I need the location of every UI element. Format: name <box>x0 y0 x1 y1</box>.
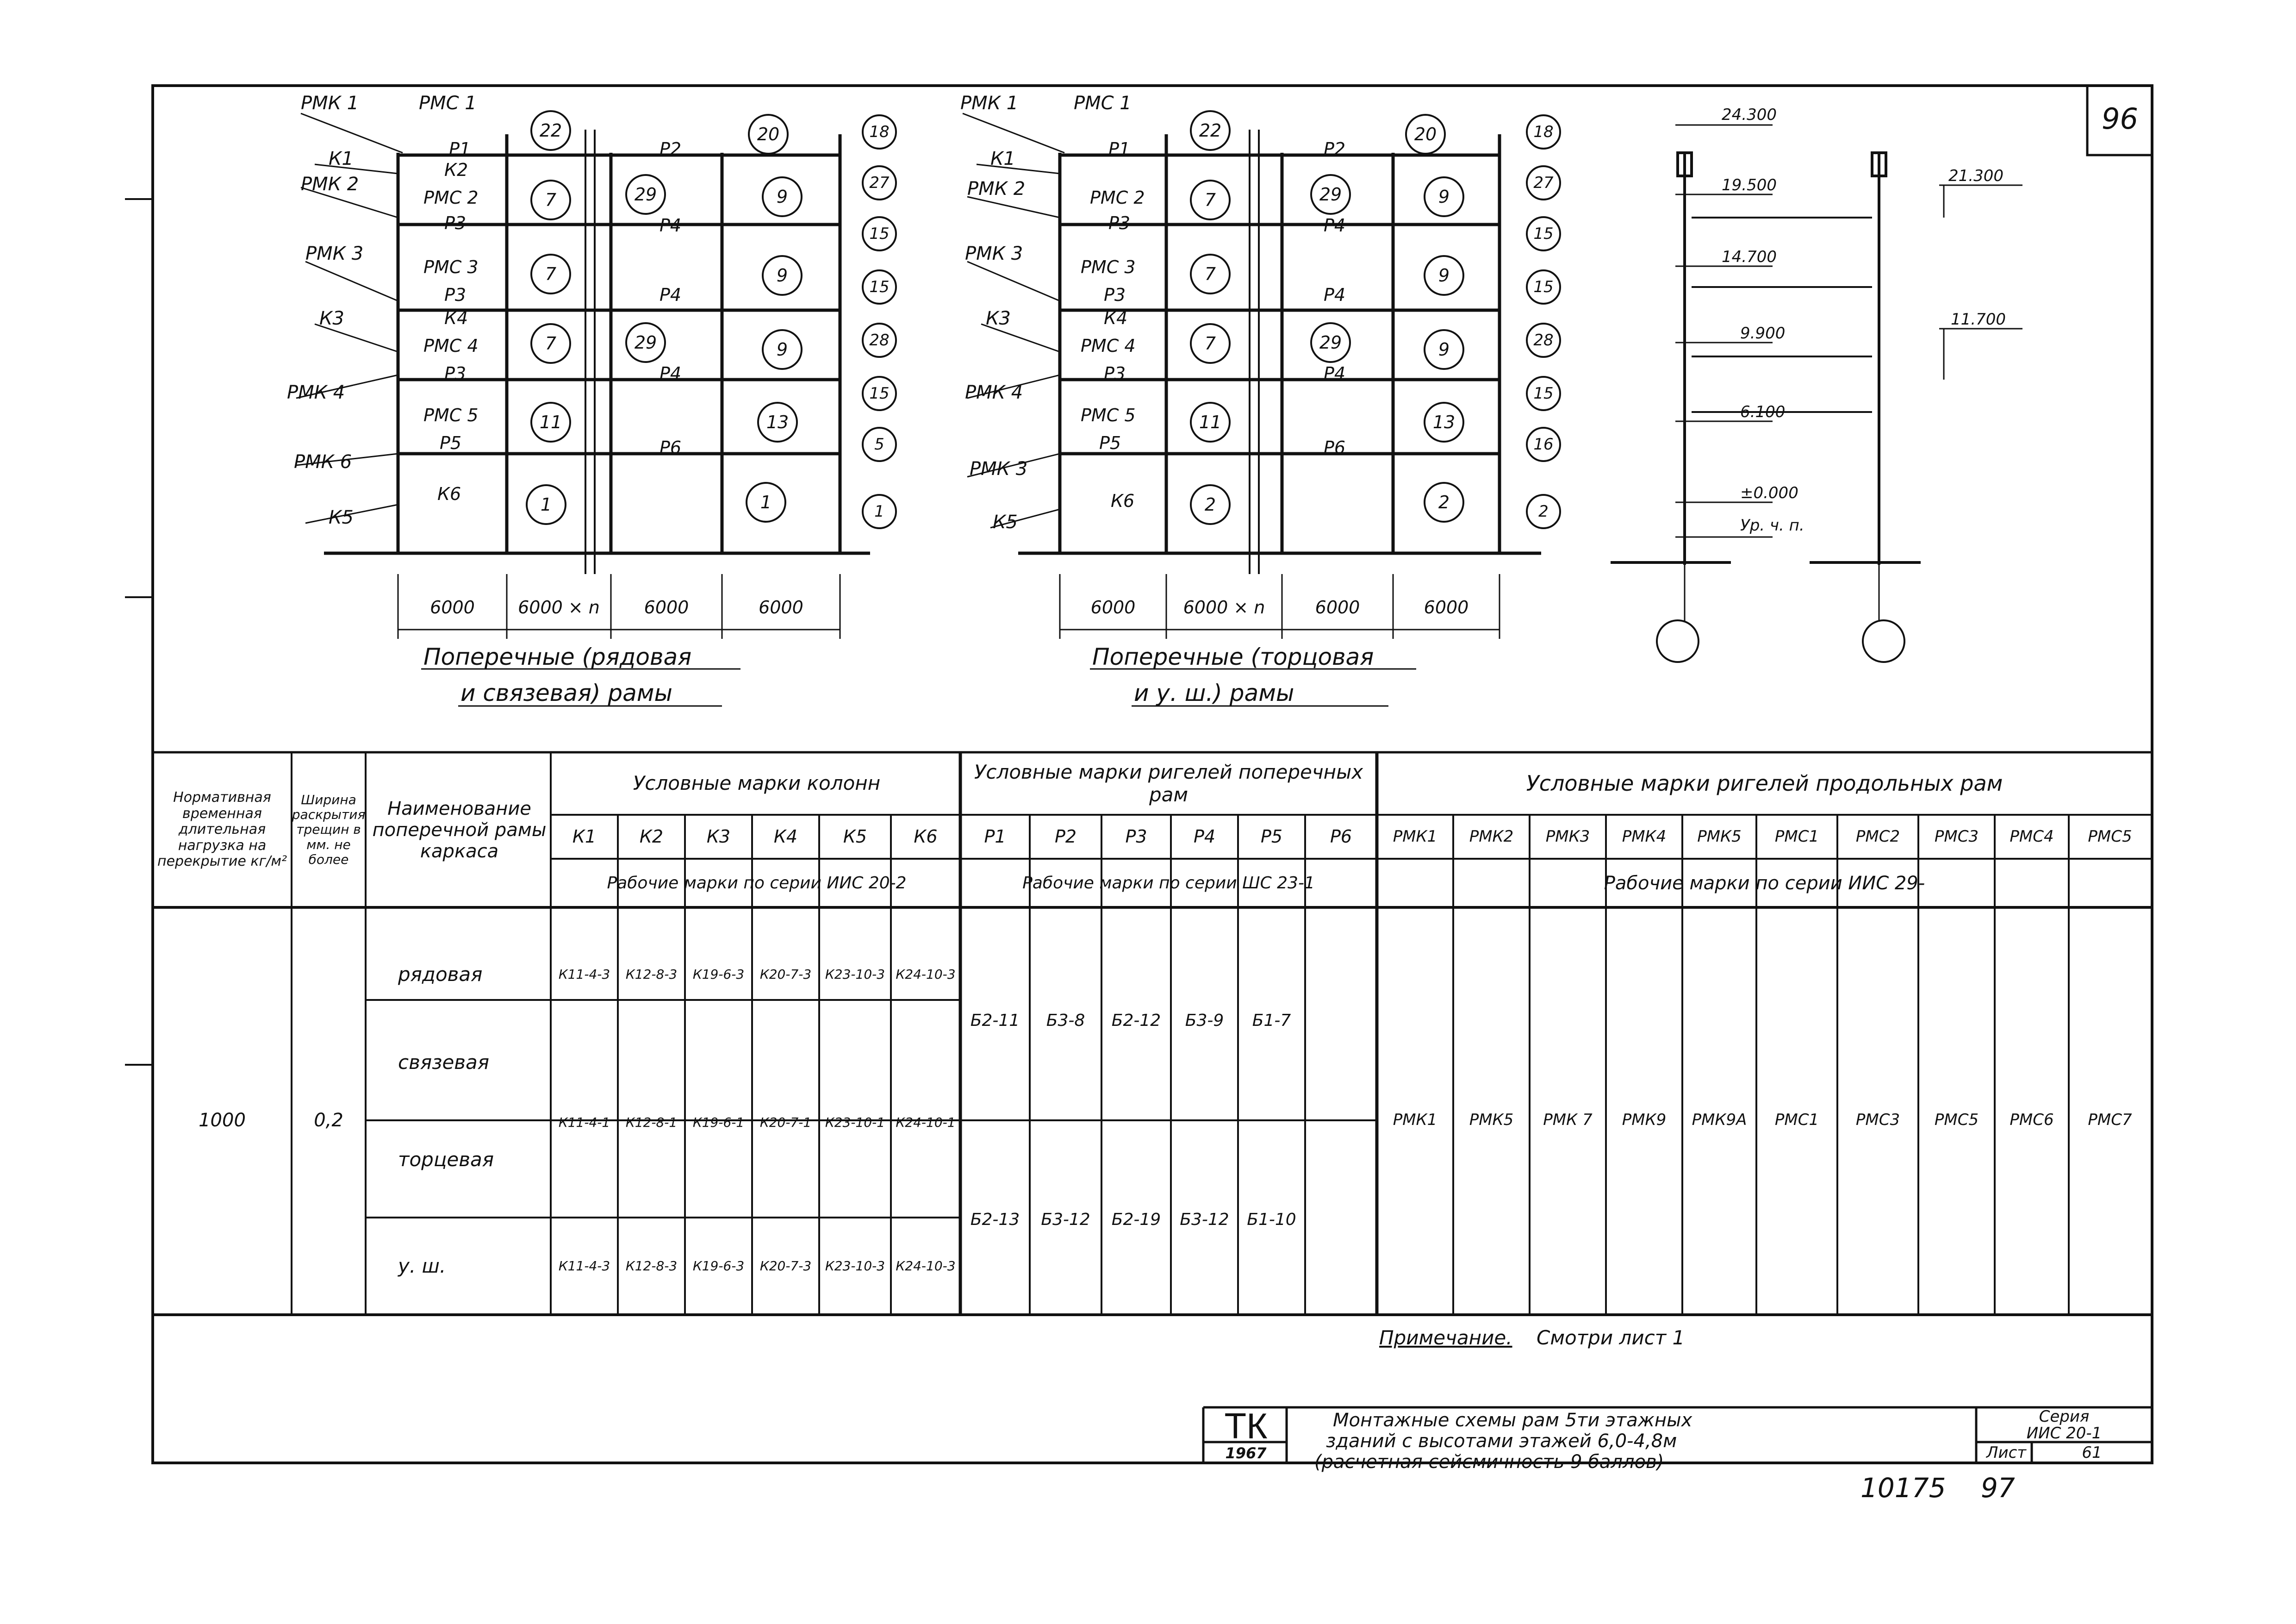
header-beams-group: Условные марки ригелей поперечных рам <box>974 761 1363 806</box>
beam-mark-p6: Р6 <box>1330 826 1352 847</box>
right-inner-p3b: Р3 <box>1104 285 1126 305</box>
long-value-8: РМС6 <box>2010 1111 2054 1130</box>
left-inner-p3c: Р3 <box>444 363 467 384</box>
level-ground: Ур. ч. п. <box>1740 516 1804 535</box>
left-circle-14: 18 <box>869 123 890 141</box>
right-label-pmk1: РМК 1 <box>960 93 1019 114</box>
long-mark-7: РМС3 <box>1934 827 1979 846</box>
right-circle-6: 29 <box>1319 184 1342 205</box>
left-circle-1: 7 <box>545 190 557 210</box>
series-label: Серия <box>2039 1407 2090 1426</box>
right-circle-9: 9 <box>1438 187 1450 207</box>
left-span-4: 6000 <box>759 597 803 618</box>
left-inner-pmc2: РМС 2 <box>423 187 479 208</box>
left-label-pmk2: РМК 2 <box>301 174 359 195</box>
right-circle-5: 2 <box>1204 494 1216 515</box>
right-beam-p4c: Р4 <box>1324 363 1346 384</box>
right-beam-p4a: Р4 <box>1324 215 1346 236</box>
tk-logo: ТК <box>1224 1405 1268 1446</box>
row2-k5: К23-10-1 <box>825 1114 885 1130</box>
right-caption-line2: и у. ш.) рамы <box>1134 680 1294 706</box>
left-inner-p1: Р1 <box>449 139 471 159</box>
long-value-2: РМК 7 <box>1543 1111 1593 1130</box>
beam-lower-p2: Б3-12 <box>1041 1210 1090 1230</box>
long-mark-2: РМК3 <box>1545 827 1590 846</box>
row0-k4: К20-7-3 <box>759 966 812 982</box>
long-value-4: РМК9А <box>1692 1111 1747 1130</box>
left-circle-20: 5 <box>874 435 884 454</box>
row-name-1: связевая <box>398 1050 490 1074</box>
level-0000: ±0.000 <box>1740 484 1798 502</box>
title-line-2: зданий с высотами этажей 6,0-4,8м <box>1326 1430 1677 1452</box>
left-inner-pmc5: РМС 5 <box>423 405 479 425</box>
header-frame-name: Наименование поперечной рамы каркаса <box>372 798 547 862</box>
title-line-1: Монтажные схемы рам 5ти этажных <box>1333 1410 1692 1431</box>
beam-upper-p4: Б3-9 <box>1185 1011 1224 1031</box>
right-circle-8: 20 <box>1414 124 1437 144</box>
left-label-pmk1: РМК 1 <box>301 93 359 114</box>
long-mark-4: РМК5 <box>1697 827 1742 846</box>
left-circle-21: 1 <box>874 502 884 521</box>
long-subtitle: Рабочие марки по серии ИИС 29- <box>1604 872 1925 894</box>
left-inner-k6: К6 <box>437 484 461 504</box>
beam-lower-p5: Б1-10 <box>1247 1210 1296 1230</box>
left-circle-19: 15 <box>869 384 890 403</box>
sheet-value: 61 <box>2082 1443 2102 1462</box>
left-circle-16: 15 <box>869 225 890 243</box>
right-inner-p3c: Р3 <box>1104 363 1126 384</box>
level-6100: 6.100 <box>1740 403 1786 421</box>
left-caption-line1: Поперечные (рядовая <box>423 643 692 670</box>
left-inner-k2: К2 <box>444 160 468 180</box>
col-mark-k2: К2 <box>639 826 664 847</box>
left-label-k5: К5 <box>329 507 354 528</box>
sheet-label: Лист <box>1986 1443 2027 1462</box>
left-circle-9: 9 <box>776 187 788 207</box>
beam-upper-p3: Б2-12 <box>1111 1011 1161 1031</box>
right-circle-7: 29 <box>1319 332 1342 353</box>
left-label-pmk6: РМК 6 <box>294 451 352 473</box>
beams-subtitle: Рабочие марки по серии ШС 23-1 <box>1022 873 1315 893</box>
series-value: ИИС 20-1 <box>2026 1424 2102 1443</box>
left-circle-15: 27 <box>869 174 890 192</box>
right-circle-2: 7 <box>1204 264 1216 284</box>
row2-k2: К12-8-1 <box>625 1114 678 1130</box>
long-value-1: РМК5 <box>1469 1111 1514 1130</box>
row0-k1: К11-4-3 <box>558 966 610 982</box>
right-inner-pmc1: РМС 1 <box>1074 93 1132 114</box>
left-circle-3: 7 <box>545 333 557 354</box>
right-circle-16: 15 <box>1533 225 1554 243</box>
right-circle-15: 27 <box>1533 174 1554 192</box>
header-columns-group: Условные марки колонн <box>633 772 881 795</box>
row3-k1: К11-4-3 <box>558 1258 610 1274</box>
right-inner-p5: Р5 <box>1099 433 1121 453</box>
header-long-group: Условные марки ригелей продольных рам <box>1526 771 2003 796</box>
left-label-pmk3: РМК 3 <box>305 243 364 264</box>
long-value-0: РМК1 <box>1393 1111 1437 1130</box>
left-circle-5: 1 <box>540 494 552 515</box>
left-inner-p3b: Р3 <box>444 285 467 305</box>
col-mark-k6: К6 <box>914 826 938 847</box>
title-year: 1967 <box>1225 1444 1267 1462</box>
right-inner-k6: К6 <box>1111 491 1135 511</box>
title-line-3: (расчетная сейсмичность 9 баллов) <box>1314 1451 1664 1473</box>
right-inner-pmc4: РМС 4 <box>1081 336 1136 356</box>
level-19500: 19.500 <box>1722 176 1777 194</box>
right-beam-p4b: Р4 <box>1324 285 1346 305</box>
long-value-7: РМС5 <box>1934 1111 1979 1130</box>
footer-number-1: 10175 <box>1860 1472 1946 1504</box>
beam-mark-p3: Р3 <box>1125 826 1147 847</box>
right-circle-0: 22 <box>1199 120 1222 141</box>
long-value-6: РМС3 <box>1855 1111 1900 1130</box>
long-mark-9: РМС5 <box>2088 827 2132 846</box>
sheet-number: 96 <box>2102 102 2138 136</box>
beam-upper-p1: Б2-11 <box>970 1011 1020 1031</box>
right-inner-p3a: Р3 <box>1108 213 1131 233</box>
left-beam-p2: Р2 <box>660 139 682 159</box>
left-beam-p4a: Р4 <box>660 215 682 236</box>
level-11700: 11.700 <box>1951 310 2006 329</box>
right-span-2: 6000 × n <box>1183 597 1265 618</box>
row0-k5: К23-10-3 <box>825 966 885 982</box>
level-24300: 24.300 <box>1722 106 1777 124</box>
left-beam-p4c: Р4 <box>660 363 682 384</box>
right-caption-line1: Поперечные (торцовая <box>1092 643 1374 670</box>
footer-number-2: 97 <box>1981 1472 2015 1504</box>
right-label-k3: К3 <box>986 308 1011 329</box>
col-mark-k5: К5 <box>843 826 867 847</box>
level-9900: 9.900 <box>1740 324 1786 343</box>
right-label-pmk4: РМК 4 <box>965 382 1023 403</box>
left-span-2: 6000 × n <box>518 597 600 618</box>
beam-lower-p1: Б2-13 <box>970 1210 1020 1230</box>
row-name-2: торцевая <box>398 1148 494 1171</box>
right-label-k5: К5 <box>993 512 1018 533</box>
long-mark-0: РМК1 <box>1393 827 1437 846</box>
left-span-1: 6000 <box>430 597 475 618</box>
right-inner-pmc2: РМС 2 <box>1090 187 1145 208</box>
header-load: Нормативная временная длительная нагрузка на перекрытие кг/м² <box>157 789 287 870</box>
right-circle-10: 9 <box>1438 265 1450 286</box>
row3-k5: К23-10-3 <box>825 1258 885 1274</box>
beam-mark-p1: Р1 <box>984 826 1006 847</box>
right-circle-11: 9 <box>1438 339 1450 360</box>
beam-mark-p5: Р5 <box>1260 826 1283 847</box>
left-caption-line2: и связевая) рамы <box>460 680 672 706</box>
load-value: 1000 <box>199 1110 246 1131</box>
long-mark-1: РМК2 <box>1469 827 1514 846</box>
note-text: Смотри лист 1 <box>1537 1326 1685 1349</box>
left-circle-6: 29 <box>634 184 657 205</box>
row2-k3: К19-6-1 <box>692 1114 745 1130</box>
left-beam-p4b: Р4 <box>660 285 682 305</box>
row3-k3: К19-6-3 <box>692 1258 745 1274</box>
right-circle-1: 7 <box>1204 190 1216 210</box>
long-mark-3: РМК4 <box>1622 827 1667 846</box>
left-circle-18: 28 <box>869 331 890 350</box>
left-circle-17: 15 <box>869 278 890 296</box>
row0-k3: К19-6-3 <box>692 966 745 982</box>
long-value-3: РМК9 <box>1622 1111 1667 1130</box>
left-inner-p5: Р5 <box>440 433 462 453</box>
right-beam-p6: Р6 <box>1324 437 1346 458</box>
right-circle-14: 18 <box>1533 123 1554 141</box>
left-inner-k4: К4 <box>444 308 468 328</box>
right-circle-13: 2 <box>1438 492 1450 512</box>
row2-k4: К20-7-1 <box>759 1114 812 1130</box>
left-circle-10: 9 <box>776 265 788 286</box>
left-circle-13: 1 <box>760 492 772 512</box>
long-value-5: РМС1 <box>1774 1111 1819 1130</box>
row-name-0: рядовая <box>398 962 483 986</box>
row0-k6: К24-10-3 <box>896 966 956 982</box>
beam-mark-p2: Р2 <box>1054 826 1077 847</box>
left-label-k3: К3 <box>319 308 344 329</box>
col-mark-k3: К3 <box>706 826 731 847</box>
right-label-pmk3: РМК 3 <box>965 243 1023 264</box>
right-span-1: 6000 <box>1090 597 1136 618</box>
right-circle-12: 13 <box>1432 412 1456 432</box>
col-mark-k1: К1 <box>572 826 597 847</box>
header-crack: Ширина раскрытия трещин в мм. не более <box>292 792 366 867</box>
right-circle-4: 11 <box>1199 412 1222 432</box>
right-circle-18: 28 <box>1533 331 1554 350</box>
row3-k2: К12-8-3 <box>625 1258 678 1274</box>
left-inner-pmc1: РМС 1 <box>419 93 477 114</box>
right-circle-20: 16 <box>1533 435 1554 454</box>
row0-k2: К12-8-3 <box>625 966 678 982</box>
right-inner-pmc3: РМС 3 <box>1081 257 1136 277</box>
right-label-pmk3b: РМК 3 <box>970 458 1028 480</box>
row-name-3: у. ш. <box>398 1254 446 1277</box>
left-circle-8: 20 <box>757 124 780 144</box>
left-circle-0: 22 <box>539 120 562 141</box>
left-inner-p3a: Р3 <box>444 213 467 233</box>
right-inner-p1: Р1 <box>1108 139 1131 159</box>
level-21300: 21.300 <box>1948 167 2004 185</box>
right-inner-k4: К4 <box>1104 308 1128 328</box>
left-circle-4: 11 <box>539 412 562 432</box>
columns-subtitle: Рабочие марки по серии ИИС 20-2 <box>607 873 907 893</box>
level-14700: 14.700 <box>1722 248 1777 266</box>
col-mark-k4: К4 <box>773 826 798 847</box>
left-label-pmk4: РМК 4 <box>287 382 345 403</box>
note-label: Примечание. <box>1379 1326 1512 1349</box>
left-circle-7: 29 <box>634 332 657 353</box>
left-circle-11: 9 <box>776 339 788 360</box>
beam-mark-p4: Р4 <box>1193 826 1216 847</box>
right-inner-pmc5: РМС 5 <box>1081 405 1136 425</box>
row3-k6: К24-10-3 <box>896 1258 956 1274</box>
right-circle-19: 15 <box>1533 384 1554 403</box>
beam-upper-p5: Б1-7 <box>1252 1011 1291 1031</box>
right-span-3: 6000 <box>1315 597 1360 618</box>
right-circle-21: 2 <box>1538 502 1549 521</box>
right-circle-3: 7 <box>1204 333 1216 354</box>
row2-k1: К11-4-1 <box>558 1114 610 1130</box>
left-inner-pmc4: РМС 4 <box>423 336 479 356</box>
left-label-k1: К1 <box>329 148 354 169</box>
right-label-pmk2: РМК 2 <box>967 178 1026 200</box>
right-span-4: 6000 <box>1424 597 1469 618</box>
left-span-3: 6000 <box>644 597 689 618</box>
right-label-k1: К1 <box>990 148 1015 169</box>
left-beam-p6: Р6 <box>660 437 682 458</box>
right-circle-17: 15 <box>1533 278 1554 296</box>
long-mark-5: РМС1 <box>1774 827 1819 846</box>
long-mark-6: РМС2 <box>1855 827 1900 846</box>
beam-upper-p2: Б3-8 <box>1046 1011 1085 1031</box>
right-beam-p2: Р2 <box>1324 139 1346 159</box>
row3-k4: К20-7-3 <box>759 1258 812 1274</box>
beam-lower-p4: Б3-12 <box>1180 1210 1229 1230</box>
left-circle-12: 13 <box>766 412 789 432</box>
long-mark-8: РМС4 <box>2010 827 2054 846</box>
row2-k6: К24-10-1 <box>896 1114 956 1130</box>
left-inner-pmc3: РМС 3 <box>423 257 479 277</box>
beam-lower-p3: Б2-19 <box>1111 1210 1161 1230</box>
crack-value: 0,2 <box>314 1110 343 1131</box>
left-circle-2: 7 <box>545 264 557 284</box>
long-value-9: РМС7 <box>2088 1111 2132 1130</box>
